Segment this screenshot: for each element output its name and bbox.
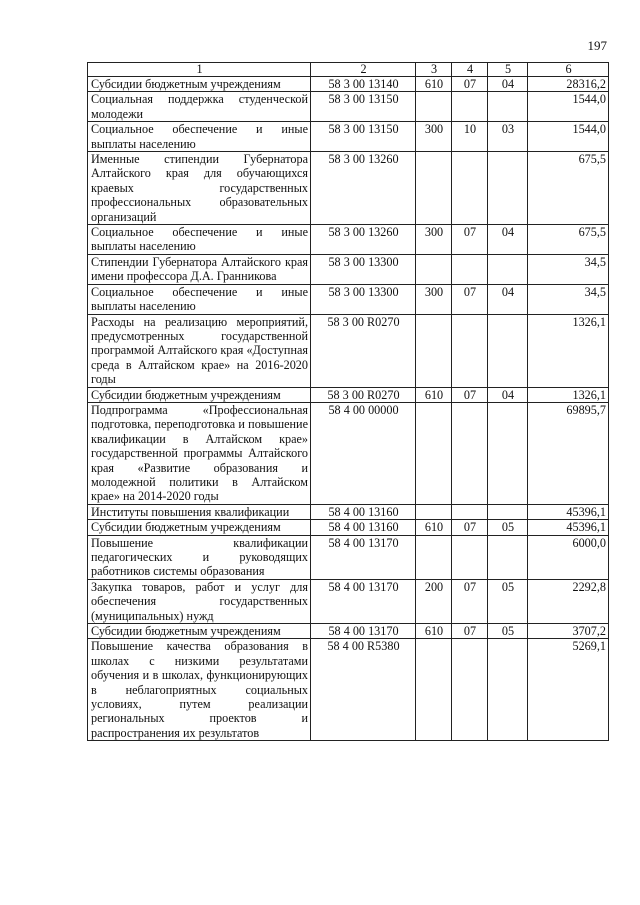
table-row <box>88 579 609 623</box>
table-row <box>88 402 609 504</box>
row-amount-cell: 45396,1 <box>528 520 609 535</box>
row-expense-type-cell: 610 <box>416 624 452 639</box>
row-section-cell: 07 <box>452 579 488 623</box>
row-subsection-cell: 05 <box>488 520 528 535</box>
row-name-cell: Стипендии Губернатора Алтайского края имени профессора Д.А. Гранникова <box>88 254 311 284</box>
row-subsection-cell: 04 <box>488 284 528 314</box>
row-section-cell: 07 <box>452 624 488 639</box>
column-header: 3 <box>416 63 452 77</box>
row-name-cell: Социальное обеспечение и иные выплаты населению <box>88 122 311 152</box>
row-amount-cell: 69895,7 <box>528 402 609 504</box>
row-expense-type-cell <box>416 152 452 225</box>
row-code-cell: 58 3 00 13140 <box>311 77 416 92</box>
page-number: 197 <box>587 38 607 53</box>
row-section-cell <box>452 535 488 579</box>
row-code-cell: 58 3 00 13300 <box>311 254 416 284</box>
row-subsection-cell <box>488 535 528 579</box>
row-section-cell <box>452 92 488 122</box>
table-row <box>88 639 609 741</box>
row-subsection-cell <box>488 314 528 387</box>
row-name-cell: Социальное обеспечение и иные выплаты населению <box>88 284 311 314</box>
row-name-cell: Повышение квалификации педагогических и руководящих работников системы образования <box>88 535 311 579</box>
table-row <box>88 77 609 92</box>
row-expense-type-cell <box>416 254 452 284</box>
table-row <box>88 624 609 639</box>
table-row <box>88 152 609 225</box>
row-amount-cell: 1326,1 <box>528 314 609 387</box>
row-name-cell: Именные стипендии Губернатора Алтайского края для обучающихся краевых государственных профессиональных образовательных организаций <box>88 152 311 225</box>
column-header: 1 <box>88 63 311 77</box>
row-name-cell: Субсидии бюджетным учреждениям <box>88 520 311 535</box>
row-amount-cell: 1326,1 <box>528 387 609 402</box>
row-section-cell: 07 <box>452 225 488 255</box>
row-name-cell: Институты повышения квалификации <box>88 504 311 519</box>
row-section-cell <box>452 402 488 504</box>
row-expense-type-cell <box>416 92 452 122</box>
row-amount-cell: 1544,0 <box>528 92 609 122</box>
row-name-cell: Повышение качества образования в школах с низкими результатами обучения и в школах, функционирующих в неблагоприятных социальных условиях, путем реализации региональных проектов и распространения их результатов <box>88 639 311 741</box>
row-subsection-cell: 04 <box>488 225 528 255</box>
row-amount-cell: 675,5 <box>528 225 609 255</box>
row-code-cell: 58 3 00 R0270 <box>311 387 416 402</box>
row-section-cell <box>452 254 488 284</box>
table-row <box>88 520 609 535</box>
table-header-row <box>88 63 609 77</box>
row-amount-cell: 2292,8 <box>528 579 609 623</box>
row-section-cell <box>452 152 488 225</box>
row-amount-cell: 1544,0 <box>528 122 609 152</box>
row-name-cell: Расходы на реализацию мероприятий, предусмотренных государственной программой Алтайского края «Доступная среда в Алтайском крае» на 2016-2020 годы <box>88 314 311 387</box>
table-row <box>88 387 609 402</box>
row-code-cell: 58 4 00 13160 <box>311 520 416 535</box>
row-section-cell: 07 <box>452 77 488 92</box>
table-row <box>88 535 609 579</box>
row-section-cell: 07 <box>452 284 488 314</box>
row-subsection-cell: 03 <box>488 122 528 152</box>
column-header: 2 <box>311 63 416 77</box>
row-amount-cell: 5269,1 <box>528 639 609 741</box>
row-name-cell: Подпрограмма «Профессиональная подготовка, переподготовка и повышение квалификации в Алтайском крае» государственной программы Алтайского края «Развитие образования и молодежной политики в Алтайском крае» на 2014-2020 годы <box>88 402 311 504</box>
row-subsection-cell: 04 <box>488 77 528 92</box>
table-row <box>88 284 609 314</box>
row-expense-type-cell <box>416 314 452 387</box>
row-name-cell: Социальное обеспечение и иные выплаты населению <box>88 225 311 255</box>
column-header: 5 <box>488 63 528 77</box>
row-amount-cell: 675,5 <box>528 152 609 225</box>
table-row <box>88 254 609 284</box>
row-name-cell: Субсидии бюджетным учреждениям <box>88 387 311 402</box>
row-code-cell: 58 3 00 13260 <box>311 225 416 255</box>
row-subsection-cell <box>488 92 528 122</box>
row-name-cell: Субсидии бюджетным учреждениям <box>88 77 311 92</box>
row-expense-type-cell <box>416 535 452 579</box>
row-section-cell <box>452 314 488 387</box>
row-amount-cell: 45396,1 <box>528 504 609 519</box>
row-subsection-cell <box>488 152 528 225</box>
row-expense-type-cell <box>416 639 452 741</box>
table-row <box>88 92 609 122</box>
row-expense-type-cell <box>416 402 452 504</box>
row-section-cell: 10 <box>452 122 488 152</box>
row-code-cell: 58 4 00 00000 <box>311 402 416 504</box>
row-code-cell: 58 4 00 13160 <box>311 504 416 519</box>
budget-table <box>87 62 609 741</box>
row-expense-type-cell: 610 <box>416 387 452 402</box>
row-expense-type-cell: 300 <box>416 225 452 255</box>
row-expense-type-cell: 300 <box>416 284 452 314</box>
row-section-cell: 07 <box>452 520 488 535</box>
row-amount-cell: 6000,0 <box>528 535 609 579</box>
row-expense-type-cell: 300 <box>416 122 452 152</box>
column-header: 6 <box>528 63 609 77</box>
row-subsection-cell <box>488 402 528 504</box>
row-subsection-cell: 05 <box>488 579 528 623</box>
row-code-cell: 58 3 00 R0270 <box>311 314 416 387</box>
row-code-cell: 58 4 00 13170 <box>311 535 416 579</box>
row-code-cell: 58 3 00 13260 <box>311 152 416 225</box>
row-expense-type-cell: 610 <box>416 77 452 92</box>
row-name-cell: Социальная поддержка студенческой молодежи <box>88 92 311 122</box>
row-expense-type-cell <box>416 504 452 519</box>
row-name-cell: Субсидии бюджетным учреждениям <box>88 624 311 639</box>
row-amount-cell: 28316,2 <box>528 77 609 92</box>
row-code-cell: 58 4 00 13170 <box>311 579 416 623</box>
table-row <box>88 225 609 255</box>
row-section-cell <box>452 639 488 741</box>
table-row <box>88 122 609 152</box>
row-subsection-cell: 04 <box>488 387 528 402</box>
row-subsection-cell: 05 <box>488 624 528 639</box>
row-code-cell: 58 3 00 13150 <box>311 122 416 152</box>
table-row <box>88 504 609 519</box>
row-amount-cell: 3707,2 <box>528 624 609 639</box>
column-header: 4 <box>452 63 488 77</box>
row-code-cell: 58 3 00 13300 <box>311 284 416 314</box>
row-section-cell <box>452 504 488 519</box>
row-code-cell: 58 3 00 13150 <box>311 92 416 122</box>
row-amount-cell: 34,5 <box>528 284 609 314</box>
row-code-cell: 58 4 00 13170 <box>311 624 416 639</box>
table-row <box>88 314 609 387</box>
row-code-cell: 58 4 00 R5380 <box>311 639 416 741</box>
row-subsection-cell <box>488 504 528 519</box>
row-subsection-cell <box>488 254 528 284</box>
row-amount-cell: 34,5 <box>528 254 609 284</box>
row-subsection-cell <box>488 639 528 741</box>
row-expense-type-cell: 200 <box>416 579 452 623</box>
row-expense-type-cell: 610 <box>416 520 452 535</box>
row-name-cell: Закупка товаров, работ и услуг для обеспечения государственных (муниципальных) нужд <box>88 579 311 623</box>
row-section-cell: 07 <box>452 387 488 402</box>
